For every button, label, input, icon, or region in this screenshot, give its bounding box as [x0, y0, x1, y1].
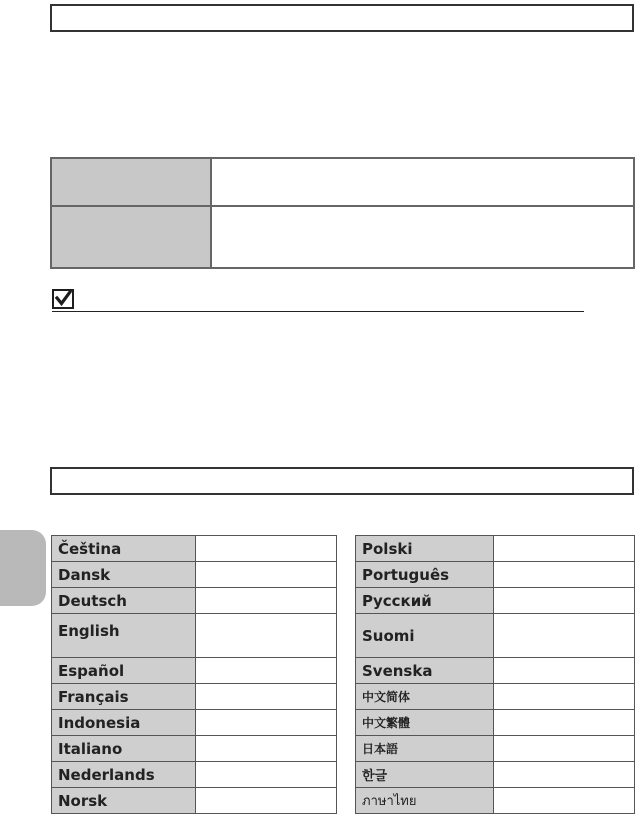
language-name: Norsk	[52, 788, 196, 814]
heading-box-language	[50, 467, 634, 495]
language-name: Indonesia	[52, 710, 196, 736]
language-name: Svenska	[356, 658, 494, 684]
settings-table-value-1	[211, 158, 634, 206]
language-cell-blank	[196, 762, 337, 788]
language-cell-blank	[196, 684, 337, 710]
table-row	[356, 710, 635, 736]
table-row	[356, 588, 635, 614]
language-name: 한글	[356, 762, 494, 788]
table-row	[356, 736, 635, 762]
table-row	[356, 762, 635, 788]
heading-box-top	[50, 4, 634, 32]
table-row	[52, 710, 337, 736]
table-row	[356, 658, 635, 684]
chapter-side-tab	[0, 530, 46, 606]
language-name: Čeština	[52, 536, 196, 562]
table-row	[52, 684, 337, 710]
language-cell-blank	[196, 614, 337, 658]
language-cell-blank	[494, 788, 635, 814]
table-row	[52, 536, 337, 562]
language-cell-blank	[196, 710, 337, 736]
language-cell-blank	[494, 684, 635, 710]
language-name: 日本語	[356, 736, 494, 762]
table-row	[52, 736, 337, 762]
language-cell-blank	[196, 736, 337, 762]
language-name: Deutsch	[52, 588, 196, 614]
language-cell-blank	[494, 536, 635, 562]
language-cell-blank	[494, 562, 635, 588]
language-name: ภาษาไทย	[356, 788, 494, 814]
settings-table-key-2	[51, 206, 211, 268]
table-row	[356, 684, 635, 710]
language-name: Español	[52, 658, 196, 684]
language-name: Suomi	[356, 614, 494, 658]
table-row	[52, 762, 337, 788]
language-cell-blank	[494, 614, 635, 658]
language-cell-blank	[196, 788, 337, 814]
language-name: Dansk	[52, 562, 196, 588]
language-name: Italiano	[52, 736, 196, 762]
table-row	[52, 614, 337, 658]
language-cell-blank	[494, 736, 635, 762]
settings-table-value-2	[211, 206, 634, 268]
table-row	[52, 788, 337, 814]
language-cell-blank	[196, 588, 337, 614]
settings-table	[50, 157, 635, 269]
language-name: 中文简体	[356, 684, 494, 710]
language-cell-blank	[494, 762, 635, 788]
table-row	[356, 788, 635, 814]
language-cell-blank	[494, 658, 635, 684]
language-table-right	[355, 535, 635, 814]
language-cell-blank	[196, 536, 337, 562]
language-table-left	[51, 535, 337, 814]
table-row	[52, 658, 337, 684]
language-name: Français	[52, 684, 196, 710]
language-name: Русский	[356, 588, 494, 614]
language-cell-blank	[196, 562, 337, 588]
language-name: Nederlands	[52, 762, 196, 788]
checkmark-icon	[52, 289, 74, 309]
language-name: Polski	[356, 536, 494, 562]
language-name: Português	[356, 562, 494, 588]
table-row	[52, 588, 337, 614]
table-row	[356, 536, 635, 562]
table-row	[356, 562, 635, 588]
language-name: 中文繁體	[356, 710, 494, 736]
table-row	[52, 562, 337, 588]
language-cell-blank	[494, 588, 635, 614]
language-cell-blank	[494, 710, 635, 736]
note-heading	[52, 289, 584, 312]
language-name: English	[52, 614, 196, 658]
table-row	[356, 614, 635, 658]
language-cell-blank	[196, 658, 337, 684]
settings-table-key-1	[51, 158, 211, 206]
